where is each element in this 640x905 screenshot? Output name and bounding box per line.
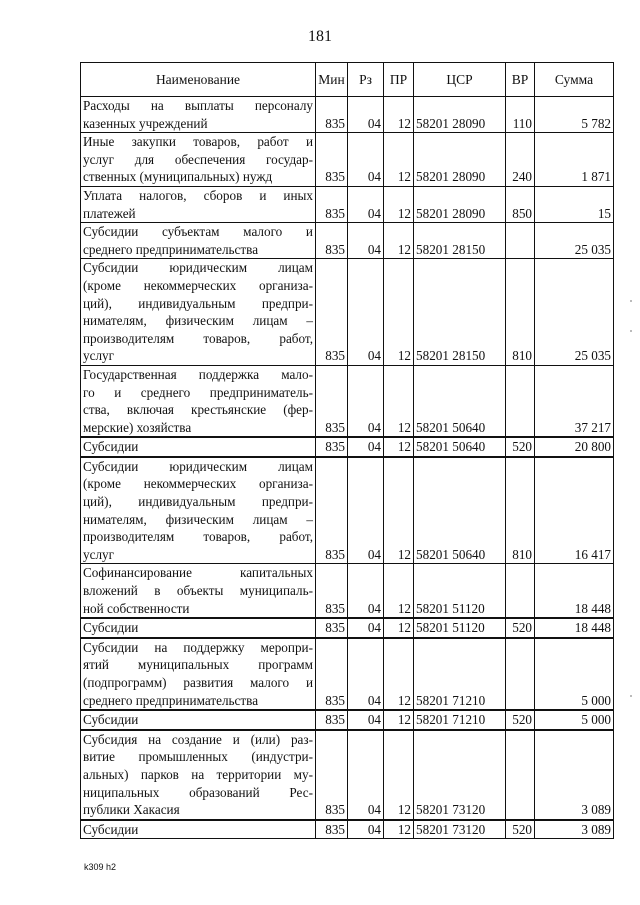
row-name-line: услуг <box>83 348 115 364</box>
page-number: 181 <box>308 28 332 45</box>
table-row <box>81 365 614 437</box>
row-pr-cell: 12 <box>384 223 414 259</box>
row-rz-cell: 04 <box>348 223 384 259</box>
row-name-line: казенных учреждений <box>83 115 208 131</box>
row-name-line: среднего предпринимательства <box>83 692 259 708</box>
footer-code: k309 h2 <box>84 862 117 872</box>
table-row <box>81 820 614 839</box>
row-vr-cell <box>506 223 535 259</box>
row-min-cell: 835 <box>316 820 348 839</box>
row-vr-cell: 240 <box>506 133 535 187</box>
row-pr-cell: 12 <box>384 457 414 564</box>
row-vr-cell <box>506 564 535 618</box>
row-name-cell <box>81 223 316 259</box>
row-csr-cell: 58201 73120 <box>414 730 506 820</box>
row-csr-cell: 58201 28090 <box>414 97 506 133</box>
row-sum-cell: 3 089 <box>535 730 614 820</box>
row-name-line: производителям товаров, работ, <box>83 529 313 545</box>
row-name-line: нимателям, физическим лицам – <box>83 313 313 329</box>
row-min-cell: 835 <box>316 638 348 710</box>
row-name-cell <box>81 133 316 187</box>
row-name-line: ственных (муниципальных) нужд <box>83 169 273 185</box>
row-name-line: витие промышленных (индустри- <box>83 749 313 765</box>
header-sum: Сумма <box>535 63 614 97</box>
row-name-line: производителям товаров, работ, <box>83 330 313 346</box>
row-sum-cell: 5 000 <box>535 710 614 730</box>
row-pr-cell: 12 <box>384 259 414 366</box>
row-name-line: Субсидии субъектам малого и <box>83 224 313 240</box>
row-vr-cell: 110 <box>506 97 535 133</box>
row-pr-cell: 12 <box>384 97 414 133</box>
table-row <box>81 186 614 222</box>
table-row <box>81 97 614 133</box>
row-sum-cell: 1 871 <box>535 133 614 187</box>
row-vr-cell <box>506 730 535 820</box>
header-vr: ВР <box>506 63 535 97</box>
row-name-line: Государственная поддержка мало- <box>83 366 313 382</box>
row-name-line: ниципальных образований Рес- <box>83 784 313 800</box>
header-csr: ЦСР <box>414 63 506 97</box>
row-name-line: услуг <box>83 546 115 562</box>
row-pr-cell: 12 <box>384 186 414 222</box>
row-csr-cell: 58201 50640 <box>414 365 506 437</box>
row-name-line: Уплата налогов, сборов и иных <box>83 187 313 203</box>
row-name-line: Субсидии <box>83 620 139 636</box>
header-pr: ПР <box>384 63 414 97</box>
row-csr-cell: 58201 71210 <box>414 638 506 710</box>
row-min-cell: 835 <box>316 437 348 457</box>
row-rz-cell: 04 <box>348 186 384 222</box>
row-name-cell <box>81 457 316 564</box>
header-rz: Рз <box>348 63 384 97</box>
row-name-line: Субсидии <box>83 439 139 455</box>
row-rz-cell: 04 <box>348 564 384 618</box>
table-header-row <box>81 63 614 97</box>
row-vr-cell: 520 <box>506 820 535 839</box>
row-name-cell <box>81 437 316 457</box>
row-csr-cell: 58201 73120 <box>414 820 506 839</box>
row-name-line: Иные закупки товаров, работ и <box>83 134 313 150</box>
row-name-cell <box>81 710 316 730</box>
table-row <box>81 437 614 457</box>
row-sum-cell: 5 000 <box>535 638 614 710</box>
row-name-cell <box>81 730 316 820</box>
scan-speck <box>630 300 632 302</box>
row-name-line: Субсидии <box>83 712 139 728</box>
row-name-line: услуг для обеспечения государ- <box>83 151 313 167</box>
row-name-line: нимателям, физическим лицам – <box>83 511 313 527</box>
row-rz-cell: 04 <box>348 133 384 187</box>
table-row <box>81 638 614 710</box>
row-pr-cell: 12 <box>384 618 414 638</box>
row-csr-cell: 58201 51120 <box>414 564 506 618</box>
table-row <box>81 710 614 730</box>
row-csr-cell: 58201 28090 <box>414 186 506 222</box>
row-csr-cell: 58201 71210 <box>414 710 506 730</box>
row-vr-cell: 810 <box>506 457 535 564</box>
row-rz-cell: 04 <box>348 618 384 638</box>
table-row <box>81 730 614 820</box>
row-name-cell <box>81 638 316 710</box>
row-name-cell <box>81 564 316 618</box>
table-row <box>81 259 614 366</box>
table-row <box>81 133 614 187</box>
row-sum-cell: 37 217 <box>535 365 614 437</box>
table-body <box>81 97 614 839</box>
row-rz-cell: 04 <box>348 710 384 730</box>
row-name-line: Субсидии юридическим лицам <box>83 260 313 276</box>
row-min-cell: 835 <box>316 618 348 638</box>
row-name-line: Субсидии <box>83 821 139 837</box>
row-name-line: среднего предпринимательства <box>83 241 259 257</box>
row-min-cell: 835 <box>316 259 348 366</box>
row-name-line: Субсидии юридическим лицам <box>83 458 313 474</box>
header-name: Наименование <box>81 63 316 97</box>
table-row <box>81 223 614 259</box>
row-name-line: ной собственности <box>83 600 190 616</box>
row-pr-cell: 12 <box>384 730 414 820</box>
row-vr-cell <box>506 638 535 710</box>
row-name-line: ятий муниципальных программ <box>83 657 313 673</box>
budget-table <box>80 62 614 839</box>
row-sum-cell: 25 035 <box>535 259 614 366</box>
row-vr-cell <box>506 365 535 437</box>
row-name-line: (подпрограмм) развития малого и <box>83 675 313 690</box>
row-min-cell: 835 <box>316 365 348 437</box>
row-name-cell <box>81 618 316 638</box>
row-name-cell <box>81 97 316 133</box>
row-pr-cell: 12 <box>384 133 414 187</box>
row-name-line: го и среднего предприниматель- <box>83 384 313 400</box>
row-pr-cell: 12 <box>384 365 414 437</box>
row-name-line: ций), индивидуальным предпри- <box>83 494 313 510</box>
row-name-line: ций), индивидуальным предпри- <box>83 295 313 311</box>
row-name-line: платежей <box>83 205 136 221</box>
row-pr-cell: 12 <box>384 564 414 618</box>
row-vr-cell: 520 <box>506 710 535 730</box>
table-row <box>81 618 614 638</box>
row-rz-cell: 04 <box>348 259 384 366</box>
row-name-line: Расходы на выплаты персоналу <box>83 98 313 113</box>
row-name-line: альных) парков на территории му- <box>83 766 313 782</box>
row-name-cell <box>81 259 316 366</box>
row-rz-cell: 04 <box>348 730 384 820</box>
row-min-cell: 835 <box>316 223 348 259</box>
row-name-line: Софинансирование капитальных <box>83 565 313 581</box>
row-sum-cell: 16 417 <box>535 457 614 564</box>
row-name-line: вложений в объекты муниципаль- <box>83 583 313 599</box>
row-sum-cell: 5 782 <box>535 97 614 133</box>
table-row <box>81 564 614 618</box>
row-rz-cell: 04 <box>348 638 384 710</box>
row-vr-cell: 520 <box>506 437 535 457</box>
row-csr-cell: 58201 51120 <box>414 618 506 638</box>
row-pr-cell: 12 <box>384 710 414 730</box>
row-name-cell <box>81 820 316 839</box>
row-name-line: Субсидии на поддержку меропри- <box>83 639 313 655</box>
row-rz-cell: 04 <box>348 820 384 839</box>
scan-speck <box>630 695 632 697</box>
row-vr-cell: 850 <box>506 186 535 222</box>
row-csr-cell: 58201 50640 <box>414 437 506 457</box>
row-name-line: Субсидия на создание и (или) раз- <box>83 731 313 747</box>
row-name-cell <box>81 365 316 437</box>
row-min-cell: 835 <box>316 564 348 618</box>
scan-speck <box>630 330 632 332</box>
row-min-cell: 835 <box>316 97 348 133</box>
row-name-line: (кроме некоммерческих организа- <box>83 277 313 293</box>
row-pr-cell: 12 <box>384 820 414 839</box>
row-rz-cell: 04 <box>348 437 384 457</box>
row-sum-cell: 18 448 <box>535 564 614 618</box>
header-min: Мин <box>316 63 348 97</box>
row-csr-cell: 58201 28150 <box>414 259 506 366</box>
row-sum-cell: 25 035 <box>535 223 614 259</box>
table-row <box>81 457 614 564</box>
row-name-line: ства, включая крестьянские (фер- <box>83 402 313 418</box>
row-pr-cell: 12 <box>384 437 414 457</box>
row-pr-cell: 12 <box>384 638 414 710</box>
row-name-line: (кроме некоммерческих организа- <box>83 476 313 492</box>
row-rz-cell: 04 <box>348 457 384 564</box>
row-csr-cell: 58201 50640 <box>414 457 506 564</box>
row-sum-cell: 20 800 <box>535 437 614 457</box>
row-csr-cell: 58201 28090 <box>414 133 506 187</box>
row-vr-cell: 520 <box>506 618 535 638</box>
row-sum-cell: 18 448 <box>535 618 614 638</box>
row-min-cell: 835 <box>316 730 348 820</box>
row-csr-cell: 58201 28150 <box>414 223 506 259</box>
row-name-line: публики Хакасия <box>83 802 180 818</box>
row-rz-cell: 04 <box>348 365 384 437</box>
row-min-cell: 835 <box>316 457 348 564</box>
row-rz-cell: 04 <box>348 97 384 133</box>
row-sum-cell: 15 <box>535 186 614 222</box>
row-min-cell: 835 <box>316 133 348 187</box>
row-name-cell <box>81 186 316 222</box>
row-sum-cell: 3 089 <box>535 820 614 839</box>
row-name-line: мерские) хозяйства <box>83 419 192 435</box>
row-vr-cell: 810 <box>506 259 535 366</box>
row-min-cell: 835 <box>316 710 348 730</box>
row-min-cell: 835 <box>316 186 348 222</box>
